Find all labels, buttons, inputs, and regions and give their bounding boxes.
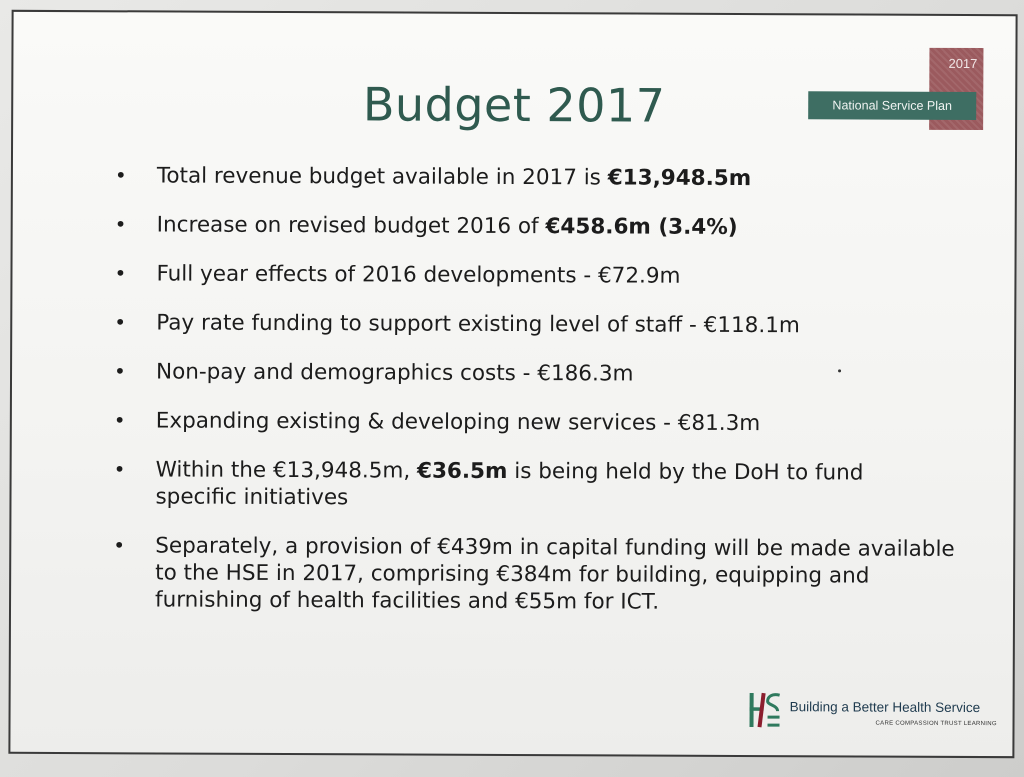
logo-subtext: CARE COMPASSION TRUST LEARNING <box>875 720 997 728</box>
bullet-text: Separately, a provision of €439m in capital funding will be made available to the HSE in 2017, comprising €384m for building, equipping and furnishing of health facilities and €55m for ICT. <box>154 533 955 615</box>
bullet-item <box>112 260 972 291</box>
printed-slide <box>8 10 1017 758</box>
bullet-bold: €458.6m (3.4%) <box>545 214 738 240</box>
bullet-bold: €13,948.5m <box>607 165 752 192</box>
bullet-item <box>113 162 973 193</box>
national-service-plan-badge <box>808 47 983 130</box>
bullet-list <box>111 162 973 617</box>
bullet-text: Increase on revised budget 2016 of <box>156 212 546 240</box>
bullet-text: Pay rate funding to support existing level of staff - €118.1m <box>156 310 800 339</box>
bullet-text: Non-pay and demographics costs - €186.3m <box>155 359 634 387</box>
bullet-text: Within the €13,948.5m, <box>155 457 418 484</box>
bullet-item <box>112 358 972 389</box>
bullet-item <box>113 211 973 242</box>
logo-text: Building a Better Health Service <box>789 699 981 716</box>
bullet-text: Expanding existing & developing new services - €81.3m <box>155 408 761 437</box>
bullet-text: Total revenue budget available in 2017 is <box>156 163 608 191</box>
bullet-text-tail: is being held by the DoH to fund specific initiatives <box>155 458 864 511</box>
hse-logo <box>745 687 997 744</box>
bullet-item <box>111 532 955 617</box>
bullet-item <box>111 456 895 513</box>
speck <box>838 369 841 372</box>
badge-label: National Service Plan <box>808 91 976 120</box>
bullet-item <box>112 309 972 340</box>
badge-year: 2017 <box>948 55 978 72</box>
hse-logo-mark-icon <box>745 687 785 733</box>
bullet-item <box>112 407 972 438</box>
bullet-bold: €36.5m <box>416 458 508 484</box>
bullet-text: Full year effects of 2016 developments - €72.9m <box>156 261 681 289</box>
page-title: Budget 2017 <box>362 77 666 133</box>
